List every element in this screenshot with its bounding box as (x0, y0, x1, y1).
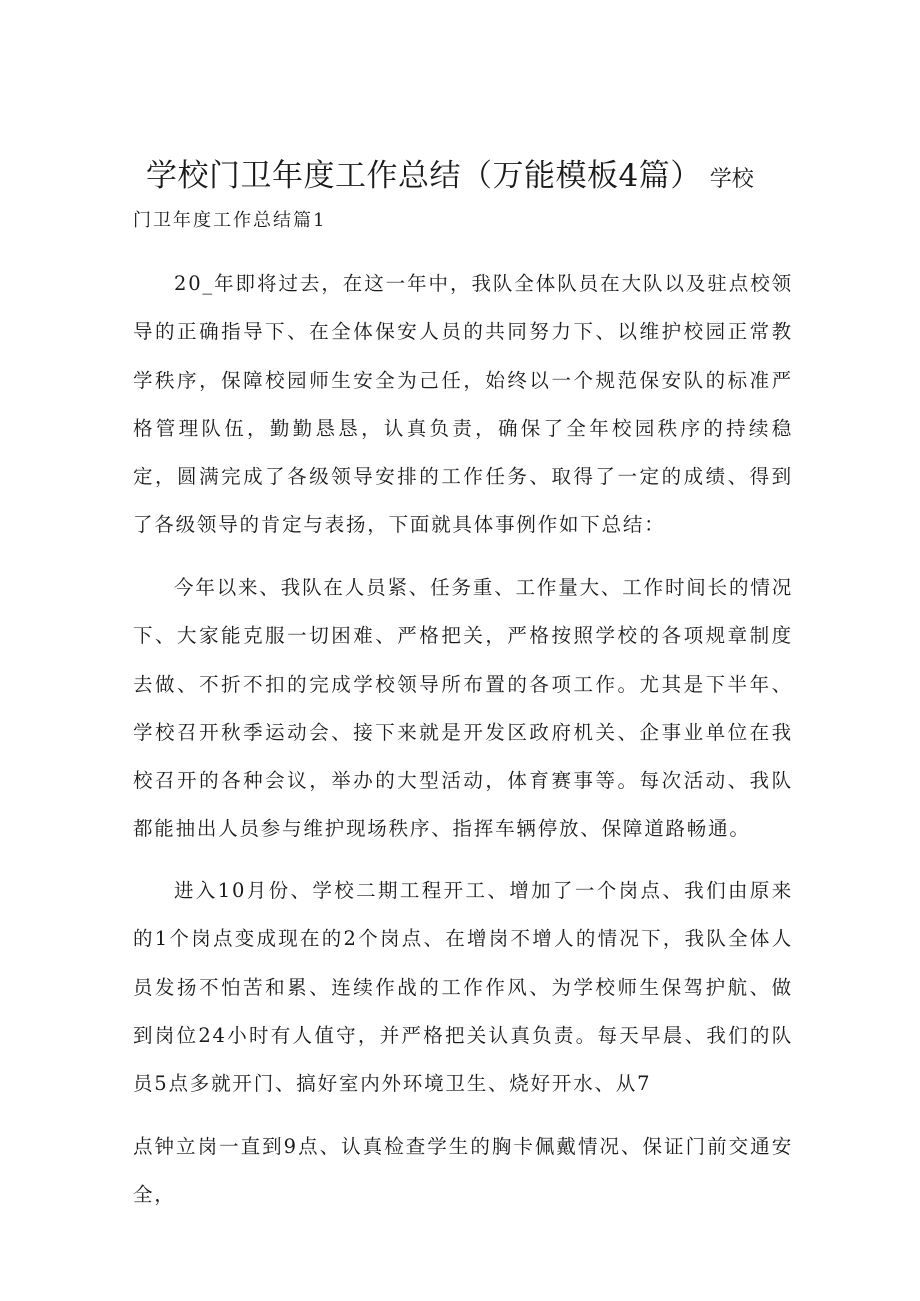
document-title: 学校门卫年度工作总结（万能模板4篇） (146, 158, 702, 194)
title-line (146, 150, 754, 195)
title-tail: 学校 (709, 167, 754, 192)
document-subtitle: 门卫年度工作总结篇1 (133, 210, 327, 231)
paragraph-2: 今年以来、我队在人员紧、任务重、工作量大、工作时间长的情况下、大家能克服一切困难、严格把关，严格按照学校的各项规章制度去做、不折不扣的完成学校领导所布置的各项工作。尤其是下半年、学校召开秋季运动会、接下来就是开发区政府机关、企事业单位在我校召开的各种会议，举办的大型活动，体育赛事等。每次活动、我队都能抽出人员参与维护现场秩序、指挥车辆停放、保障道路畅通。 (133, 576, 793, 841)
paragraph-4: 点钟立岗一直到9点、认真检查学生的胸卡佩戴情况、保证门前交通安全， (133, 1135, 793, 1207)
paragraph-3: 进入10月份、学校二期工程开工、增加了一个岗点、我们由原来的1个岗点变成现在的2个岗点、在增岗不增人的情况下，我队全体人员发扬不怕苦和累、连续作战的工作作风、为学校师生保驾护航、做到岗位24小时有人值守，并严格把关认真负责。每天早晨、我们的队员5点多就开门、搞好室内外环境卫生、烧好开水、从7 (133, 879, 793, 1096)
paragraph-1: 20_年即将过去，在这一年中，我队全体队员在大队以及驻点校领导的正确指导下、在全体保安人员的共同努力下、以维护校园正常教学秩序，保障校园师生安全为己任，始终以一个规范保安队的标准严格管理队伍，勤勤恳恳，认真负责，确保了全年校园秩序的持续稳定，圆满完成了各级领导安排的工作任务、取得了一定的成绩、得到了各级领导的肯定与表扬，下面就具体事例作如下总结： (133, 272, 793, 537)
